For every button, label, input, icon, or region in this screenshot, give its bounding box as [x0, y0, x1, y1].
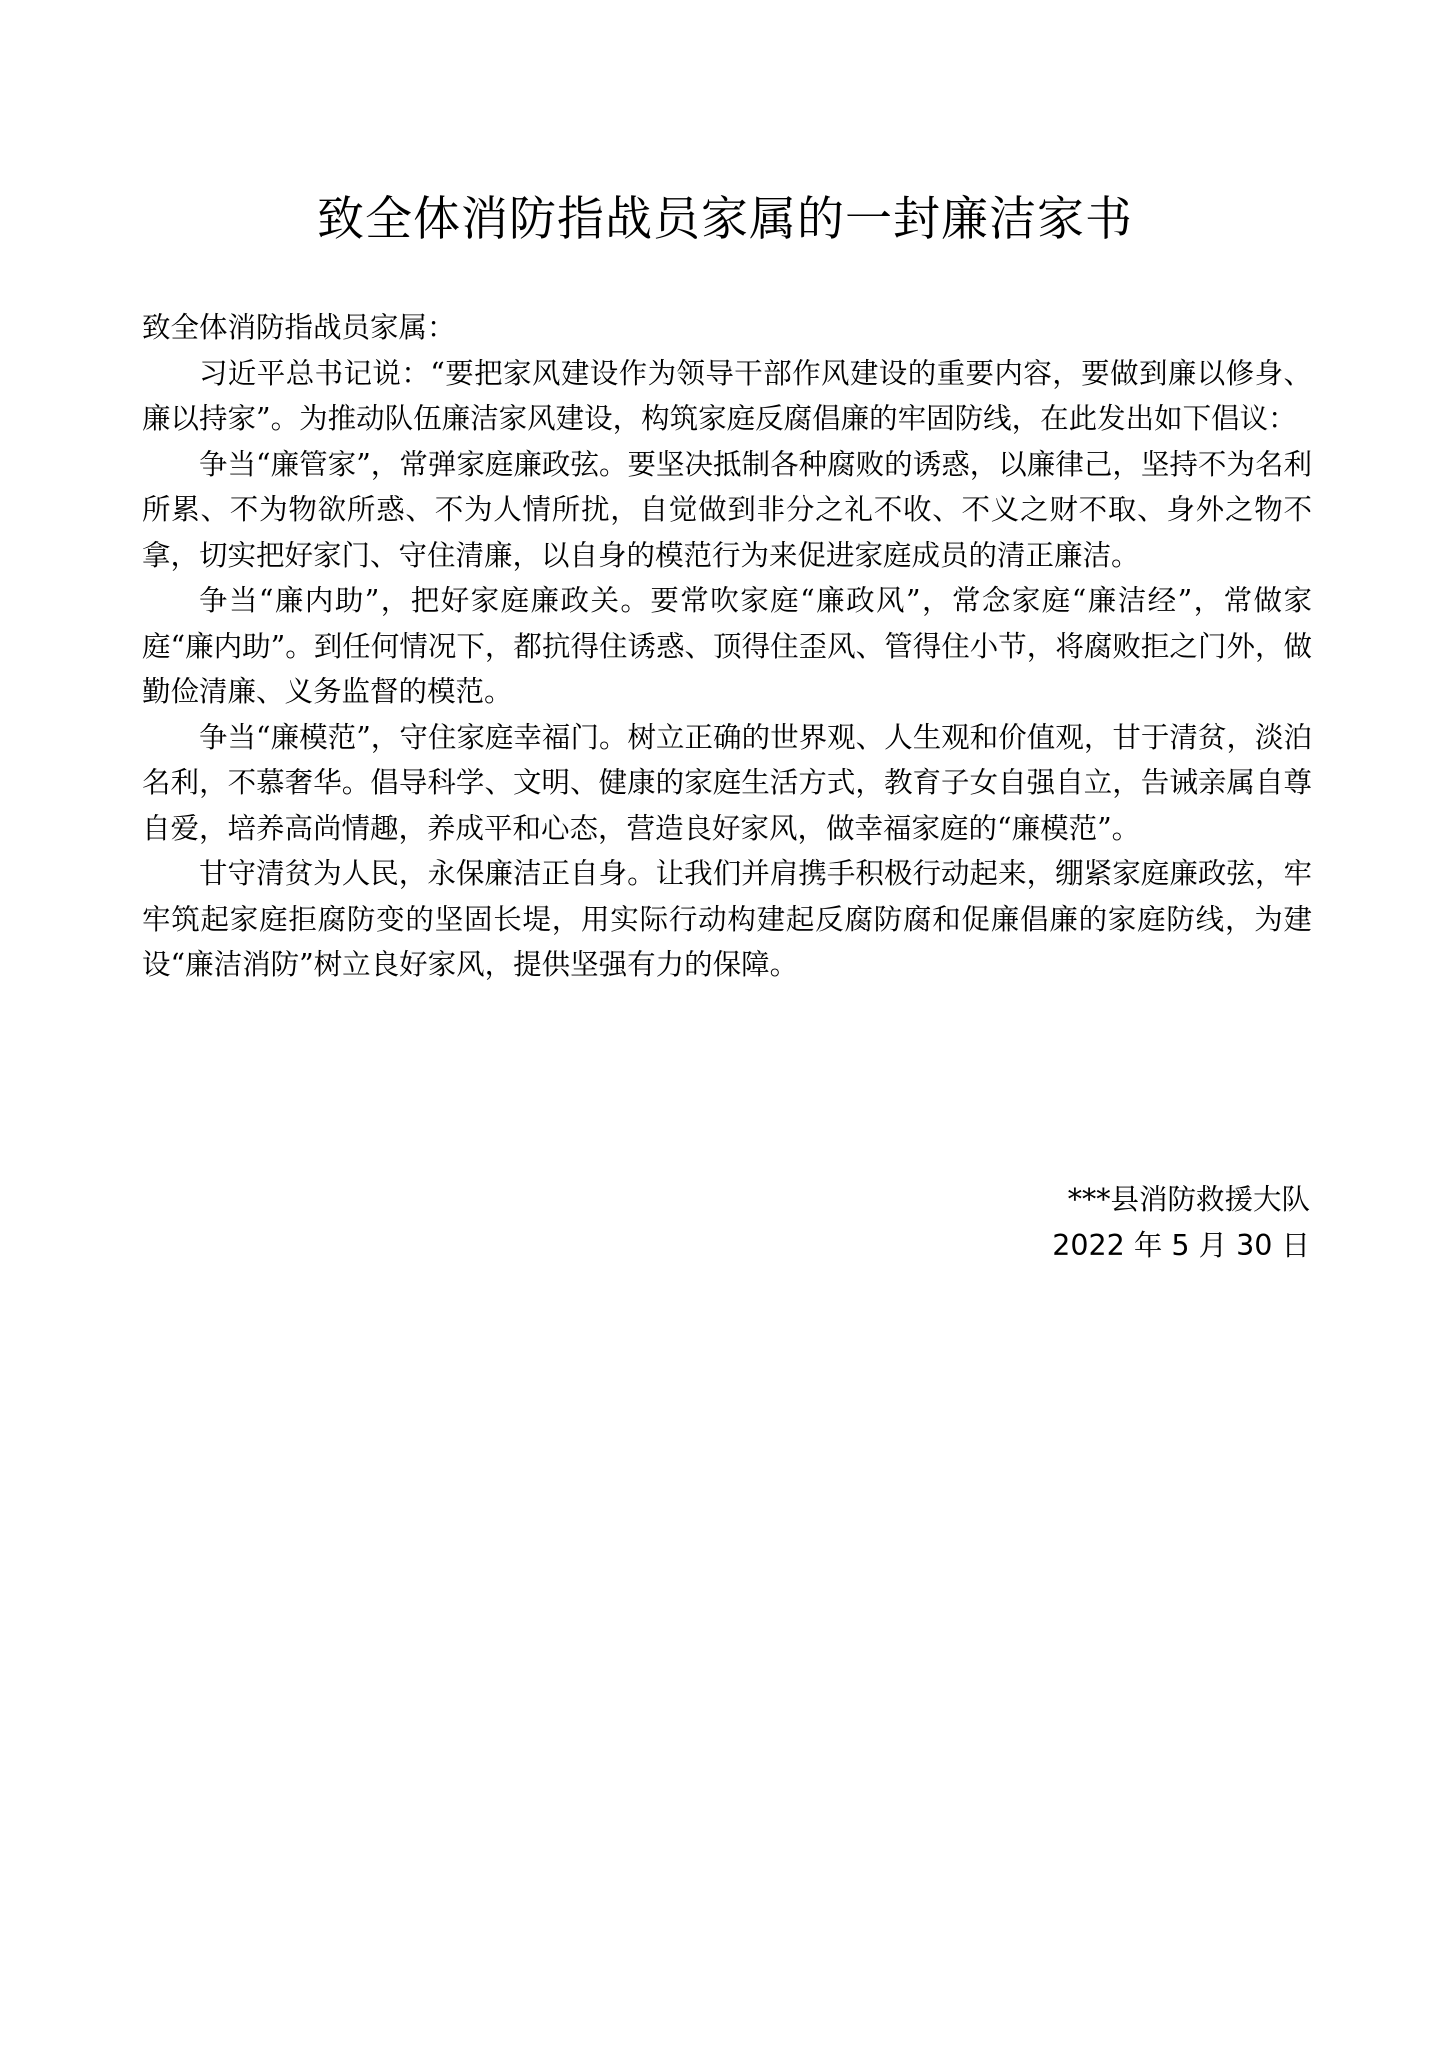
paragraph-lian-guanjia: 争当“廉管家”，常弹家庭廉政弦。要坚决抵制各种腐败的诱惑，以廉律己，坚持不为名利所累、不为物欲所惑、不为人情所扰，自觉做到非分之礼不收、不义之财不取、身外之物不拿，切实把好家门、守住清廉，以自身的模范行为来促进家庭成员的清正廉洁。: [142, 447, 1312, 572]
paragraph-intro: 习近平总书记说：“要把家风建设作为领导干部作风建设的重要内容，要做到廉以修身、廉以持家”。为推动队伍廉洁家风建设，构筑家庭反腐倡廉的牢固防线，在此发出如下倡议：: [142, 356, 1312, 435]
paragraph-closing: 甘守清贫为人民，永保廉洁正自身。让我们并肩携手积极行动起来，绷紧家庭廉政弦，牢牢筑起家庭拒腐防变的坚固长堤，用实际行动构建起反腐防腐和促廉倡廉的家庭防线，为建设“廉洁消防”树立良好家风，提供坚强有力的保障。: [142, 857, 1312, 981]
paragraph-lian-mofan: 争当“廉模范”，守住家庭幸福门。树立正确的世界观、人生观和价值观，甘于清贫，淡泊名利，不慕奢华。倡导科学、文明、健康的家庭生活方式，教育子女自强自立，告诫亲属自尊自爱，培养高尚情趣，养成平和心态，营造良好家风，做幸福家庭的“廉模范”。: [142, 720, 1312, 845]
letter-body: [142, 305, 1312, 988]
paragraph-lian-neizhu: 争当“廉内助”，把好家庭廉政关。要常吹家庭“廉政风”，常念家庭“廉洁经”，常做家庭“廉内助”。到任何情况下，都抗得住诱惑、顶得住歪风、管得住小节，将腐败拒之门外，做勤俭清廉、义务监督的模范。: [142, 584, 1312, 708]
document-title: 致全体消防指战员家属的一封廉洁家书: [317, 192, 1133, 247]
signature-block: [1052, 1177, 1310, 1268]
salutation: 致全体消防指战员家属：: [142, 311, 456, 344]
signature-date: 2022 年 5 月 30 日: [1052, 1228, 1310, 1262]
signature-organization: ***县消防救援大队: [1067, 1183, 1310, 1216]
